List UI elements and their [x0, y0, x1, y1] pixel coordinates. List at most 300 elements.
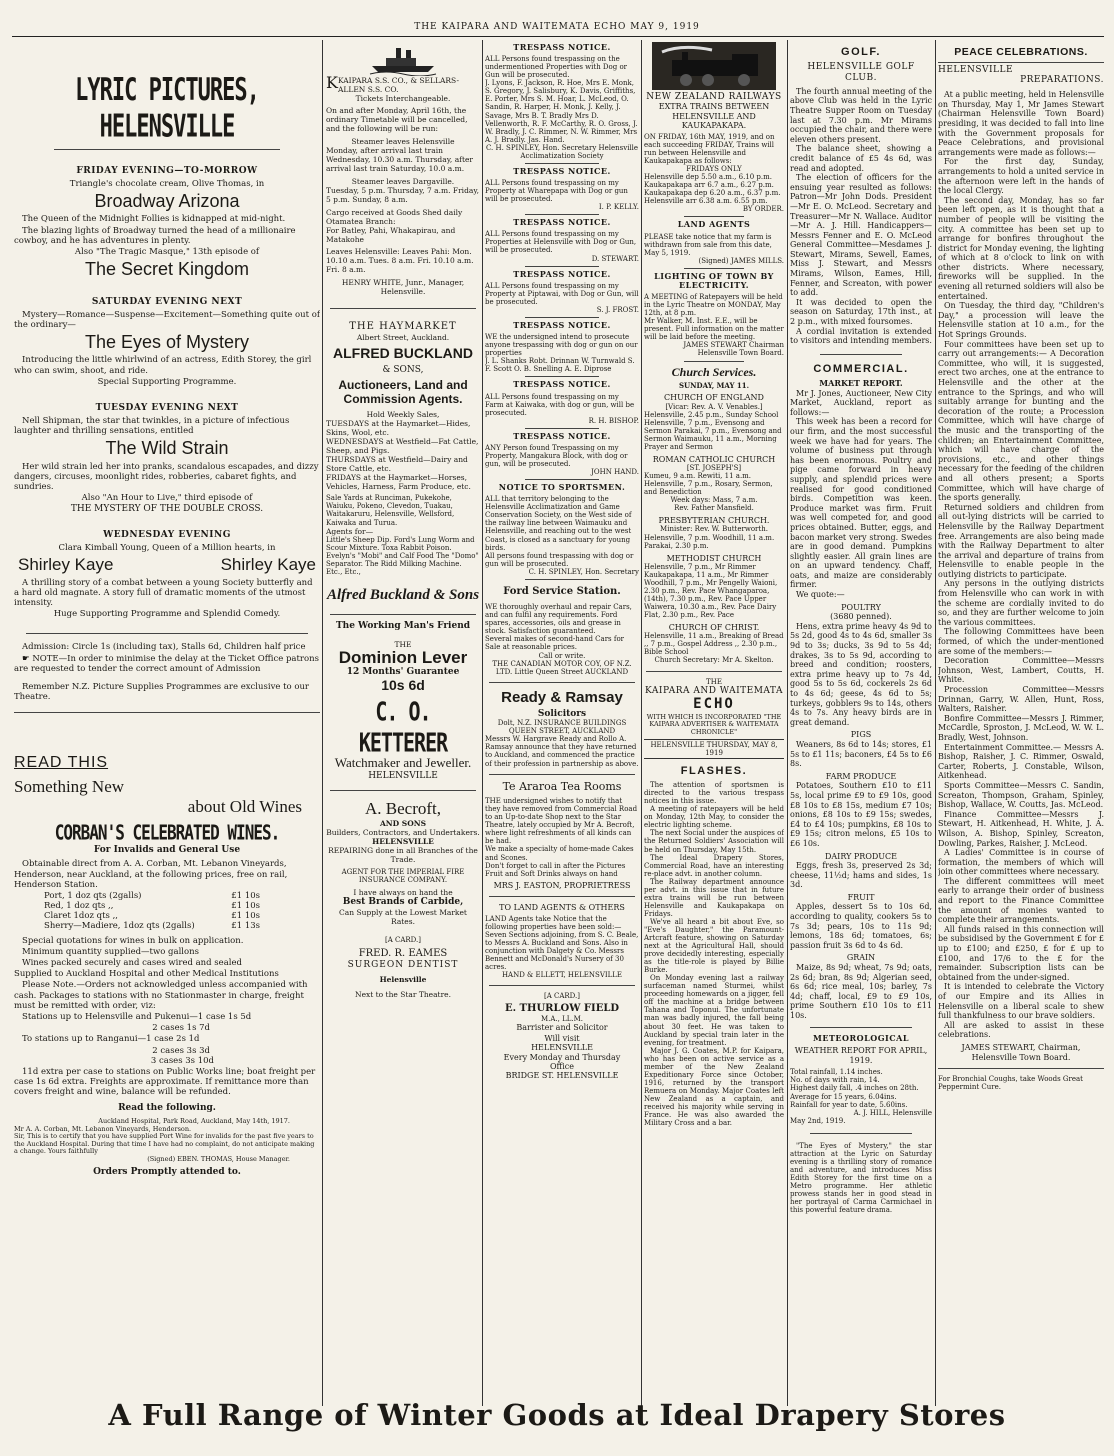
stations-2c: 3 cases 3s 10d: [150, 1055, 214, 1066]
trespass-2: ALL Persons found trespassing on my Property at Wharepapa with Dog or gun will be prosecuted.: [485, 178, 628, 204]
peace-para: Any persons in the outlying districts from Helensville who can work in with the scheme are cordially invited to do so, and they are further welcome to join the various committees.: [938, 579, 1104, 627]
watchmaker: Watchmaker and Jeweller.: [334, 755, 472, 771]
land-agents-heading: TO LAND AGENTS & OTHERS: [499, 902, 625, 912]
peace-para: The different committees will meet early to arrange their order of business and report to the Finance Committee the amount of monies wanted to complete their arrangements.: [938, 876, 1104, 925]
presby-heading: PRESBYTERIAN CHURCH.: [658, 516, 770, 526]
eyes-of-mystery-note: "The Eyes of Mystery," the star attraction at the Lyric on Saturday evening is a thrilling story of romance and adventure, and introduces Miss Edith Storey for the first time on a Metro programme. Her athletic prowess stands her in good stead in her portrayal of Carma Carmichael in this powerful feature drama.: [790, 1141, 932, 1215]
flash-item: Major J. G. Coates, M.P. for Kaipara, who has been on active service as a member of the New Zealand Expeditionary Force since October, 1916, returned by the transport Remuera on Monday. Major Coates left New Zealand as a captain, and received his majority while serving in France. He was also awarded the Military Cross and a bar.: [644, 1046, 784, 1128]
stations-2: To stations up to Ranganui—1 case 2s 1d: [22, 1034, 200, 1045]
price-row: [14, 921, 320, 931]
dominion-lever: Dominion Lever: [338, 647, 468, 667]
corban-title: CORBAN'S CELEBRATED WINES.: [54, 820, 280, 846]
ketterer: C. O. KETTERER: [358, 696, 448, 759]
invalids: For Invalids and General Use: [93, 844, 241, 855]
ford-heading: Ford Service Station.: [503, 585, 621, 597]
divider: [525, 317, 599, 318]
tuesday-film: The Wild Strain: [105, 438, 229, 459]
becroft-town: HELENSVILLE: [372, 837, 434, 847]
fruit-body: Apples, dessert 5s to 10s 6d, according to quality, cookers 5s to 7s 3d; pears, 10s to 11s 9d; lemons, 18s 6d; tomatoes, 6s; passion fruit 3s 6d to 4s 6d.: [790, 902, 932, 950]
peace-heading: PEACE CELEBRATIONS.: [954, 46, 1088, 58]
araroa-body: THE undersigned wishes to notify that they have removed from Commercial Road to an Up-to-date Shop next to the Star Theatre, lately occupied by Mr A. Becroft, where light refreshments of all kinds can be had.: [485, 797, 638, 846]
land-agents-body: PLEASE take notice that my farm is withdrawn from sale from this date, May 5, 1919.: [644, 232, 772, 257]
sale-weds: WEDNESDAYS at Westfield—Fat Cattle, Sheep, and Pigs.: [326, 437, 479, 456]
solicitors: Solicitors: [537, 708, 587, 719]
eames: FRED. R. EAMES: [358, 948, 448, 960]
trespass-5-names: J. L. Shanks Robt. Drinnan W. Turnwald S. F. Scott O. B. Snelling A. E. Diprose: [485, 357, 635, 374]
read-this-heading: READ THIS: [14, 754, 109, 772]
christ-times: Helensville, 11 a.m., Breaking of Bread ,, 7 p.m., Gospel Address ,, 2.30 p.m., Bible School: [644, 632, 784, 657]
land-agents-sign: (Signed) JAMES MILLS.: [698, 256, 784, 265]
column-rule: [641, 40, 642, 1406]
fire-insurance: AGENT FOR THE IMPERIAL FIRE INSURANCE COMPANY.: [341, 868, 465, 885]
commercial-heading: COMMERCIAL.: [813, 362, 909, 375]
price-value: £1 10s: [231, 911, 260, 922]
golf-para: The balance sheet, showing a credit balance of £5 4s 6d, was read and adopted.: [790, 144, 932, 173]
weather-line: Rainfall for year to date, 5.60ins.: [790, 1100, 908, 1109]
tuesday-serial: THE MYSTERY OF THE DOUBLE CROSS.: [70, 503, 264, 514]
price-item: Sherry—Madiere, 1doz qts (2galls): [44, 921, 195, 932]
carbide-intro: I have always on hand the: [353, 888, 453, 898]
tuesday-desc: Her wild strain led her into pranks, scandalous escapades, and dizzy dangers, circuses, moonlight rides, robberies, cabaret fights, and sundries.: [14, 461, 319, 493]
about-old-wines: about Old Wines: [187, 796, 302, 816]
ready-body: Messrs W. Hargrave Ready and Rollo A. Ramsay announce that they have returned to Auckland, and commenced the practice of their profession in partnership as above.: [485, 735, 639, 768]
divider: [525, 479, 599, 480]
sportsmen-body: ALL that territory belonging to the Helensville Acclimatization and Game Conservation Society, on the West side of the railway line between Waimauku and Helensville, and reaching out to the west Coast, is closed as a sanctuary for young birds.: [485, 495, 632, 552]
flash-item: On Monday evening last a railway surfaceman named Sturmei, whilst proceeding homewards on a jigger, fell off the machine at a bridge between Tahana and Toponui. The unfortunate man was badly injured, the fall being about 30 feet. He was taken to Auckland by special train later in the evening, for treatment.: [644, 974, 784, 1047]
railways-heading: NEW ZEALAND RAILWAYS: [646, 92, 782, 102]
peace-para: At a public meeting, held in Helensville on Thursday, May 1, Mr James Stewart (Chairman Helensville Town Board) presiding, it was decided to fall into line with the Government proposals for Peace Celebrations, and provisional arrangements were made as follows:—: [938, 90, 1104, 157]
flashes: [644, 781, 784, 1127]
divider: [525, 428, 599, 429]
trespass-4-sign: S. J. FROST.: [596, 305, 639, 314]
presby-times: Helensville, 7 p.m. Woodhill, 11 a.m. Parakai, 2.30 p.m.: [644, 533, 775, 550]
farm-body: Potatoes, Southern £10 to £11 5s, local prime £9 to £9 10s, good £8 10s to £8 15s, medium £7 10s; onions, £8 10s to £9 15s; swedes, £4 to £4 10s; pumpkins, £8 10s to £9 15s; citron melons, £5 10s to £6 10s.: [790, 781, 932, 848]
saturday-film: The Eyes of Mystery: [84, 331, 250, 352]
peace-para: On Tuesday, the third day, "Children's Day," a procession will leave the Helensville station at 10 a.m., for the Hot Springs Grounds.: [938, 301, 1104, 340]
farm-heading: FARM PRODUCE: [825, 771, 897, 781]
dairy-body: Eggs, fresh 3s, preserved 2s 3d; cheese, 11½d; hams and sides, 1s 3d.: [790, 861, 932, 890]
tuesday-intro: Nell Shipman, the star that twinkles, in a picture of infectious laughter and thrilling sensations, entitled: [14, 415, 290, 437]
flash-item: The Ideal Drapery Stores, Commercial Road, have an interesting re-place advt. in another column.: [644, 853, 784, 878]
christ-secretary: Church Secretary: Mr A. Skelton.: [654, 656, 774, 665]
tuesday-heading: TUESDAY EVENING NEXT: [95, 403, 239, 414]
extra-trains: EXTRA TRAINS BETWEEN HELENSVILLE AND KAUKAPAKAPA.: [658, 102, 770, 130]
rc-heading: ROMAN CATHOLIC CHURCH: [652, 454, 776, 464]
golf-para: The election of officers for the ensuing year resulted as follows: Patron—Mr John Dods. President—Mr E. O. McLeod. Secretary and Treasurer—Mr N. Wallace. Auditor—Mr A. J. Hill. Handicappers—Messrs Fenner and E. O. McLeod General Committee—Mesdames J. Stewart, Mirams, Sewell, Eames, Miss J. Stewart, and Messrs Mirams, Wilson, Eames, Hill, Fenner, and Screaton, with power to add.: [790, 173, 932, 298]
letter-address: Auckland Hospital, Park Road, Auckland, May 14th, 1917.: [98, 1117, 290, 1126]
peace-para: It is intended to celebrate the Victory of our Empire and its Allies in Helensville on a liberal scale to shew full thankfulness to our brave soldiers.: [938, 982, 1104, 1021]
stations-2b: 2 cases 3s 3d: [152, 1045, 210, 1056]
wednesday-programme: Huge Supporting Programme and Splendid Comedy.: [53, 609, 281, 620]
pointing-hand-icon: ☛: [22, 653, 33, 664]
weather-line: No. of days with rain, 14.: [790, 1076, 880, 1085]
divider: [525, 214, 599, 215]
peace-para: The second day, Monday, has so far been left open, as it is thought that a number of people will be visiting the city. A committee has been set up to arrange for bonfires throughout the district for Monday evening, the lighting of which at 8 o'clock to link on with other districts. Where necessary, fireworks will be supplied. In the evening all returned soldiers will also be entertained.: [938, 195, 1104, 301]
packed: Wines packed securely and cases wired and sealed: [22, 958, 242, 969]
golf-report: [790, 87, 932, 346]
wednesday-film-right: Shirley Kaye: [220, 555, 316, 575]
wednesday-film-row: [18, 555, 316, 575]
field-town: HELENSVILLE: [531, 1043, 593, 1053]
cargo: Cargo received at Goods Shed daily Otamatea Branch:: [326, 208, 463, 226]
lever-price: 10s 6d: [381, 677, 425, 694]
steamship-icon: [368, 42, 438, 76]
araroa-heading: Te Araroa Tea Rooms: [502, 779, 622, 793]
price-list: [14, 891, 320, 932]
friday-desc: The blazing lights of Broadway turned the head of a millionaire cowboy, and he has adventures in plenty.: [14, 225, 296, 246]
agents-for: Agents for—: [326, 526, 374, 536]
masthead: THE KAIPARA AND WAITEMATA ECHO MAY 9, 1919: [414, 22, 700, 32]
column-rule: [787, 40, 788, 1406]
by-order: BY ORDER.: [742, 205, 784, 214]
flashes-heading: FLASHES.: [680, 765, 748, 778]
price-value: £1 10s: [231, 890, 260, 901]
weather-line: Highest daily fall, .4 inches on 28th.: [790, 1084, 919, 1093]
poultry-body: Hens, extra prime heavy 4s 9d to 5s 2d, good 4s to 4s 6d, smaller 3s 9d to 3s; ducks, 3s 9d to 5s 4d; drakes, 3s to 5s 9d, according to breed and condition; roosters, extra prime heavy up to 7s 4d, good 5s to 5s 6d, cockerels 2s 6d to 4s 6d; geese, 4s 6d to 5s; turkeys, gobblers 9s to 14s, others 4s to 7s. Any heavy birds are in great demand.: [790, 621, 932, 727]
weather-line: Average for 15 years, 6.04ins.: [790, 1092, 897, 1101]
price-value: £1 10s: [231, 901, 260, 912]
tuesday-also: Also "An Hour to Live," third episode of: [81, 493, 253, 504]
grain-heading: GRAIN: [846, 953, 876, 963]
trespass-7-sign: JOHN HAND.: [591, 468, 639, 477]
admission: Admission: Circle 1s (including tax), Stalls 6d, Children half price: [22, 642, 306, 653]
repairing: REPAIRING done in all Branches of the Trade.: [328, 846, 478, 865]
trespass-2-sign: I. P. KELLY.: [598, 203, 639, 212]
lyric-pictures-ad: [14, 40, 320, 1406]
rc-times: Kumeu, 9 a.m. Rewiti, 11 a.m. Helensville, 7 p.m., Rosary, Sermon, and Benediction: [644, 472, 773, 497]
the-label: THE: [706, 677, 722, 686]
barrister: Barrister and Solicitor: [516, 1023, 608, 1032]
trespass-6: ALL Persons found trespassing on my Farm at Kaiwaka, with dog or gun, will be prosecuted.: [485, 392, 635, 417]
trespass-1: ALL Persons found trespassing on the undermentioned Properties with Dog or Gun will be prosecuted.: [485, 55, 628, 80]
trespass-heading: TRESPASS NOTICE.: [513, 165, 611, 176]
rail-body: ON FRIDAY, 16th MAY, 1919, and on each succeeding FRIDAY, Trains will run between Helensville and Kaukapakapa as follows:: [644, 132, 775, 166]
monday-notice: On and after Monday, April 16th, the ordinary Timetable will be cancelled, and the following will be run:: [326, 106, 468, 133]
pigs-heading: PIGS: [850, 730, 872, 740]
sportsmen-heading: NOTICE TO SPORTSMEN.: [498, 482, 626, 493]
coe-vicar: [Vicar: Rev. A. V. Venables.]: [665, 402, 763, 411]
peace-para: A Ladies' Committee is in course of formation, the members of which will join other committees where necessary.: [938, 848, 1104, 877]
top-rule: [12, 36, 1104, 37]
golf-club: HELENSVILLE GOLF CLUB.: [807, 62, 915, 83]
column-2: [326, 40, 480, 1406]
carbide: Best Brands of Carbide,: [342, 897, 464, 908]
rail-times: Helensville dep 5.50 a.m., 6.10 p.m. Kaukapakapa arr 6.7 a.m., 6.27 p.m. Kaukapakapa dep 6.20 a.m., 6.37 p.m. Helensville arr 6.38 a.m. 6.55 p.m.: [644, 173, 781, 206]
flash-item: A meeting of ratepayers will be held on Monday, 12th May, to consider the electric lighting scheme.: [644, 805, 784, 830]
divider: [646, 671, 782, 672]
ketterer-town: HELENSVILLE: [368, 771, 438, 782]
flash-item: The attention of sportsmen is directed to the various trespass notices in this issue.: [644, 781, 784, 806]
peace-para: All funds raised in this connection will be subsidised by the Government £ for £ up to £100; and £250, £ for £ up to £100, and 17/6 to the £ for the remainder. Subscription lists can be obtained from the under-signed.: [938, 924, 1104, 982]
column-rule: [322, 40, 323, 1406]
sale-fris: FRIDAYS at the Haymarket—Horses, Vehicles, Harness, Farm Produce, etc.: [326, 473, 471, 492]
office: Office: [549, 1061, 574, 1071]
note-text: NOTE—In order to minimise the delay at the Ticket Office patrons are requested to tender the correct amount of Admission: [14, 653, 319, 674]
peace-para: Procession Committee—Messrs Drinnan, Garry, W. Allen, Hunt, Ross, Walters, Raisher.: [938, 685, 1104, 714]
column-5: [790, 40, 932, 1406]
stations-1: Stations up to Helensville and Pukenui—1 case 1s 5d: [22, 1011, 252, 1022]
trespass-7: ANY Person found Trespassing on my Property, Mangakura Block, with dog or gun, will be prosecuted.: [485, 443, 628, 468]
market-report: MARKET REPORT.: [819, 378, 903, 388]
ready-ramsay: Ready & Ramsay: [501, 688, 623, 706]
trespass-heading: TRESPASS NOTICE.: [513, 430, 611, 441]
peace-town: HELENSVILLE: [938, 64, 1014, 75]
dairy-heading: DAIRY PRODUCE: [824, 851, 898, 861]
becroft: A. Becroft,: [364, 798, 441, 818]
working-mans-friend: The Working Man's Friend: [335, 620, 471, 631]
supplied: Supplied to Auckland Hospital and other Medical Institutions: [14, 969, 279, 980]
divider: [330, 308, 476, 309]
divider: [330, 614, 476, 615]
sportsmen-sign: C. H. SPINLEY, Hon. Secretary: [528, 567, 639, 576]
footer-banner: A Full Range of Winter Goods at Ideal Drapery Stores: [108, 1398, 1006, 1432]
friday-heading: FRIDAY EVENING—TO-MORROW: [76, 165, 258, 176]
meth-heading: METHODIST CHURCH: [666, 553, 762, 563]
read-following: Read the following.: [118, 1103, 216, 1114]
obtainable: Obtainable direct from A. A. Corban, Mt. Lebanon Vineyards, Henderson, near Auckland, at the following prices, free on rail, Henderson Station.: [14, 859, 288, 890]
saturday-heading: SATURDAY EVENING NEXT: [91, 296, 243, 307]
lighting-sign: JAMES STEWART Chairman Helensville Town Board.: [683, 341, 784, 358]
next-to-star: Next to the Star Theatre.: [355, 989, 451, 999]
becroft-sons: AND SONS: [379, 819, 426, 829]
peace-para: Decoration Committee—Messrs Johnson, West, Lambert, Coutts, H. White.: [938, 656, 1104, 685]
fridays-only: FRIDAYS ONLY: [686, 165, 742, 174]
card-label: [A CARD.]: [384, 936, 421, 945]
trespass-heading: TRESPASS NOTICE.: [513, 379, 611, 390]
card-label: [A CARD.]: [543, 992, 580, 1001]
saturday-programme: Special Supporting Programme.: [97, 376, 237, 387]
ford-call: Call or write.: [538, 651, 586, 660]
weather-line: Total rainfall, 1.14 inches.: [790, 1068, 883, 1077]
surgeon-dentist: SURGEON DENTIST: [347, 960, 459, 971]
wednesday-film-left: Shirley Kaye: [18, 555, 114, 575]
stations-1b: 2 cases 1s 7d: [152, 1023, 210, 1034]
friday-serial: The Secret Kingdom: [84, 259, 250, 280]
divider: [684, 361, 744, 362]
bridge-st: BRIDGE ST. HELENSVILLE: [505, 1070, 619, 1080]
divider: [938, 1068, 1104, 1069]
trespass-3: ALL Persons found trespassing on my Properties at Helensville with Dog or Gun, will be prosecuted.: [485, 230, 637, 255]
carbide-out: Can Supply at the Lowest Market Rates.: [339, 908, 467, 927]
column-4: [644, 40, 784, 1406]
special: Special quotations for wines in bulk on application.: [22, 935, 244, 946]
henry-white: HENRY WHITE, Junr., Manager, Helensville.: [341, 278, 465, 296]
flash-item: The next Social under the auspices of the Returned Soldiers' Association will be held on Thursday, May 15th.: [644, 829, 784, 854]
note: [14, 654, 320, 674]
kaipara-co: [326, 73, 480, 94]
letter-signature: (Signed) EBEN. THOMAS, House Manager.: [147, 1154, 290, 1163]
coe-heading: CHURCH OF ENGLAND: [664, 393, 764, 403]
batley: For Batley, Pahi, Whakapirau, and Matakohe: [326, 226, 456, 244]
fruit-heading: FRUIT: [847, 892, 875, 902]
sale-thurs: THURSDAYS at Westfield—Dairy and Store Cattle, etc.: [326, 455, 468, 474]
buckland-script-logo: Alfred Buckland & Sons: [326, 586, 480, 603]
peace-para: Entertainment Committee.— Messrs A. Bishop, Raisher, J. C. Rimmer, Oswald, Carter, Roberts, J. Constable, Wilson, Aitkenhead.: [938, 742, 1104, 781]
land-agents-heading: LAND AGENTS: [677, 219, 751, 230]
divider: [489, 774, 635, 775]
ford-sale: Several makes of second-hand Cars for Sale at reasonable prices.: [485, 635, 625, 652]
and-sons: & SONS,: [382, 364, 424, 375]
times-dargaville: Tuesday, 5 p.m. Thursday, 7 a.m. Friday, 5 p.m. Sunday, 8 a.m.: [326, 186, 479, 204]
trespass-6-sign: R. H. BISHOP.: [588, 416, 639, 425]
saturday-desc: Introducing the little whirlwind of an actress, Edith Storey, the girl who can swim, shoot, and ride.: [14, 355, 312, 376]
price-item: Claret 1doz qts ,,: [44, 911, 118, 922]
trespass-1-sign: C. H. SPINLEY, Hon. Secretary Helensville Acclimatization Society: [485, 143, 639, 160]
divider: [489, 896, 635, 897]
wednesday-heading: WEDNESDAY EVENING: [103, 530, 231, 541]
trespass-heading: TRESPASS NOTICE.: [513, 42, 611, 52]
peace-report: [938, 90, 1104, 1040]
eames-town: Helensville: [379, 974, 427, 984]
divider: [525, 266, 599, 267]
sale-yards: Sale Yards at Runciman, Pukekohe, Waiuku, Pokeno, Clevedon, Tuakau, Waitakaruru, Helensville, Wellsford, Kaiwaka and Turua.: [326, 494, 455, 527]
column-rule: [482, 40, 483, 1406]
peace-para: The following Committees have been formed, of which the under-mentioned are some of the members:—: [938, 627, 1104, 656]
price-item: Port, 1 doz qts (2galls): [44, 890, 142, 901]
price-row: [14, 911, 320, 921]
something-new: Something New: [14, 776, 125, 796]
trespass-heading: TRESPASS NOTICE.: [513, 217, 611, 228]
sportsmen-body-2: All persons found trespassing with dog or gun will be prosecuted.: [485, 551, 634, 568]
price-row: [14, 901, 320, 911]
divider: [810, 1027, 912, 1028]
coe-times: Helensville, 2.45 p.m., Sunday School Helensville, 7 p.m., Evensong and Sermon Parakai, 7 p.m., Evensong and Sermon Waimauku, 11 a.m., Morning Prayer and Sermon: [644, 410, 782, 451]
wednesday-intro: Clara Kimball Young, Queen of a Million hearts, in: [58, 543, 276, 554]
meth-times: Helensville, 7 p.m., Mr Rimmer Kaukapakapa, 11 a.m., Mr Rimmer Woodhill, 7 p.m., Mr Pengelly Waioni, 2.30 p.m., Rev. Pace Whangaparoa, (14th), 7.30 p.m., Rev. Pace Upper Waiwera, 10.30 a.m., Rev. Pace Dairy Flat, 2.30 p.m., Rev. Pace: [644, 562, 778, 620]
golf-heading: GOLF.: [841, 46, 881, 58]
friday-desc: The Queen of the Midnight Follies is kidnapped at mid-night.: [22, 214, 286, 225]
friday-intro: Triangle's chocolate cream, Olive Thomas, in: [69, 178, 265, 189]
weather-report: WEATHER REPORT FOR APRIL, 1919.: [794, 1046, 928, 1065]
divider: [330, 790, 476, 791]
orders-promptly: Orders Promptly attended to.: [93, 1167, 241, 1178]
peace-para: Finance Committee—Messrs J. Stewart, H. Aitkenhead, H. White, J. A. Wilson, A. Bishop, Spinley, Screaton, Dowling, Parkes, Raisher, J. McLeod.: [938, 809, 1104, 848]
ford-sign: THE CANADIAN MOTOR COY, OF N.Z. LTD. Little Queen Street AUCKLAND: [492, 659, 632, 676]
locomotive-icon: [652, 42, 776, 90]
weather-date: May 2nd, 1919.: [790, 1116, 846, 1125]
meteo-heading: METEOROLOGICAL: [813, 1032, 909, 1043]
divider: [525, 163, 599, 164]
extra-freight: 11d extra per case to stations on Public Works line; boat freight per case 1s 6d extra. Freights are approximate. If remittance more than covers freight and wine, balance will be refunded.: [14, 1066, 316, 1098]
divider: [684, 268, 744, 269]
weather-stats: [790, 1068, 932, 1124]
trespass-heading: TRESPASS NOTICE.: [513, 268, 611, 279]
market-quote: We quote:—: [796, 590, 845, 600]
peace-preparations: PREPARATIONS.: [1020, 75, 1104, 86]
divider: [684, 216, 744, 217]
rc-father: Rev. Father Mansfield.: [674, 504, 754, 513]
trespass-5: WE the undersigned intend to prosecute anyone trespassing with dog or gun on our properties: [485, 333, 638, 358]
price-row: [14, 891, 320, 901]
will-visit: Will visit: [544, 1034, 580, 1044]
lighting-body-2: Mr Walker, M. Inst. E.E., will be present. Full information on the matter will be laid before the meeting.: [644, 317, 784, 342]
divider: [810, 1133, 912, 1134]
albert-st: Albert Street, Auckland.: [356, 333, 450, 342]
buckland: ALFRED BUCKLAND: [333, 345, 473, 361]
please-note: Please Note.—Orders not acknowledged unless accompanied with cash. Packages to stations with no Stationmaster in charge, freight must be remitted with order, viz:: [14, 980, 308, 1011]
leaves-times: Leaves Helensville: Leaves Pahi: Mon. 10.10 a.m. Tues. 8 a.m. Fri. 10.10 a.m. Fri. 8 a.m.: [326, 247, 474, 274]
column-6: [938, 40, 1104, 1406]
bronchial-ad: For Bronchial Coughs, take Woods Great Peppermint Cure.: [938, 1075, 1083, 1092]
land-agents-body: LAND Agents take Notice that the following properties have been sold:— Seven Sections adjoining, from S. C. Beale, to Messrs A. Buckland and Sons. Also in conjunction with Dalgety & Co. Messrs Bennett and McDonald's Nursery of 30 acres.: [485, 915, 639, 972]
agent-list: Little's Sheep Dip. Ford's Lung Worm and Scour Mixture. Toxa Rabbit Poison. Evelyn's "Mobi" and Calf Food The "Domo" Separator. The Ridd Milking Machine. Etc., Etc.,: [326, 535, 479, 576]
kae-name: KAIPARA AND WAITEMATA: [645, 685, 783, 696]
poultry-heading: POULTRY: [841, 602, 881, 612]
letter-to: Mr A. A. Corban, Mt. Lebanon Vineyards, Henderson.: [14, 1124, 192, 1133]
sale-tues: TUESDAYS at the Haymarket—Hides, Skins, Wool, etc.: [326, 419, 471, 438]
easton: MRS J. EASTON, PROPRIETRESS: [493, 880, 631, 890]
haymarket: THE HAYMARKET: [349, 321, 457, 332]
remember: Remember N.Z. Picture Supplies Programmes are exclusive to our Theatre.: [14, 682, 309, 703]
echo-title: ECHO: [693, 695, 735, 712]
lighting-heading: LIGHTING OF TOWN BY ELECTRICITY.: [654, 270, 774, 290]
golf-para: The fourth annual meeting of the above Club was held in the Lyric Theatre Supper Room on Tuesday last at 7.30 p.m. Mr Mirams occupied the chair, and there were eleven others present.: [790, 86, 932, 144]
column-rule: [935, 40, 936, 1406]
christ-heading: CHURCH OF CHRIST.: [668, 623, 760, 633]
incorporated: WITH WHICH IS INCORPORATED "THE KAIPARA ADVERTISER & WAITEMATA CHRONICLE": [646, 712, 782, 736]
leaves-helensville: Steamer leaves Helensville: [351, 137, 455, 146]
wednesday-desc: A thrilling story of a combat between a young Society butterfly and a hard old magnate. A story full of dramatic moments of the utmost intensity.: [14, 577, 313, 609]
trespass-heading: TRESPASS NOTICE.: [513, 319, 611, 330]
leaves-dargaville: Steamer leaves Dargaville.: [351, 177, 455, 186]
letter-body: Sir, This is to certify that you have supplied Port Wine for invalids for the past five years to the Auckland Hospital. During that time I have had no complaint, do not anticipate making a change. Yours faithfully: [14, 1132, 315, 1156]
peace-para: For the first day, Sunday, arrangements to hold a united service in the afternoon were left in the hands of the local Clergy.: [938, 157, 1104, 196]
lyric-title: LYRIC PICTURES, HELENSVILLE: [75, 73, 259, 146]
golf-para: A cordial invitation is extended to visitors and intending members.: [790, 326, 932, 346]
flash-item: We've all heard a bit about Eve, so "Eve's Daughter," the Paramount-Artcraft feature, showing on Saturday next at the Agricultural Hall, should prove decidedly interesting, especially as the title-role is played by Billie Burke.: [644, 917, 784, 975]
friday-film: Broadway Arizona: [94, 190, 240, 211]
trespass-1-names: J. Lyons, F. Jackson, R. Hoe, Mrs E. Monk, S. Gregory, J. Salisbury, K. Davis, Griffiths, E. Porter, Mrs S. M. Hoar, L. McLeod, O. Sandin, R. Harper, H. Monk, J. Kelly, J. Savage, Mrs B. T. Bradly Mrs D. Vellenworth, R. F. McCarthy, R. O. Gross, J. W. Bradly, J. C. Rimmer, N. W. Rimmer, Mrs A. J. Bradly. Jas. Hand.: [485, 79, 638, 144]
saturday-intro: Mystery—Romance—Suspense—Excitement—Something quite out of the ordinary—: [14, 309, 320, 330]
drop-cap-icon: K: [326, 73, 338, 92]
peace-para: Returned soldiers and children from all out-lying districts will be carried to Helensville by the Railway Department free. Arrangements are also being made with the Railway Department to alter the arrival and departure of trains from Helensville to enable people in the outlying districts to participate.: [938, 502, 1104, 579]
presby-minister: Minister: Rev. W. Butterworth.: [660, 525, 768, 534]
divider: [489, 682, 635, 683]
divider: [938, 62, 1104, 63]
friday-also: Also "The Tragic Masque," 13th episode of: [74, 246, 260, 257]
insurance-buildings: Dolt, N.Z. INSURANCE BUILDINGS QUEEN STREET, AUCKLAND: [497, 719, 627, 736]
pigs-body: Weaners, 8s 6d to 14s; stores, £1 5s to £1 11s; baconers, £4 5s to £6 8s.: [790, 739, 932, 769]
divider: [525, 376, 599, 377]
weather-sign: A. J. HILL, Helensville: [853, 1108, 932, 1117]
araroa-body-2: We make a specialty of home-made Cakes and Scones.: [485, 845, 634, 862]
kaipara-intro: KAIPARA S.S. CO., & SELLARS-ALLEN S.S. CO.: [337, 76, 459, 94]
divider: [525, 579, 599, 580]
rc-st-joseph: [ST. JOSEPH'S]: [686, 464, 742, 472]
divider: [489, 985, 635, 986]
peace-para: Sports Committee—Messrs C. Sandin, Screaton, Thompson, Graham, Spinley, Bishop, Wallace, W. Coutts, Jas. McLeod.: [938, 780, 1104, 810]
the-label: THE: [394, 639, 412, 649]
peace-para: All are asked to assist in these celebrations.: [938, 1020, 1104, 1040]
field-degrees: M.A., LL.M.: [540, 1014, 584, 1023]
price-item: Red, 1 doz qts ,,: [44, 901, 114, 912]
rc-weekdays: Week days: Mass, 7 a.m.: [670, 496, 758, 505]
sunday-date: SUNDAY, MAY 11.: [678, 381, 750, 391]
column-3: [485, 40, 639, 1406]
flash-item: The Railway department announce per advt. in this issue that in future extra trains will be run between Helensville and Kaukapakapa on Fridays.: [644, 877, 784, 918]
hand-ellett: HAND & ELLETT, HELENSVILLE: [501, 971, 623, 980]
builders: Builders, Contractors, and Undertakers.: [326, 828, 480, 838]
divider: [820, 354, 902, 355]
lighting-body: A MEETING of Ratepayers will be held in the Lyric Theatre on MONDAY, May 12th, at 8 p.m.: [644, 293, 783, 318]
weekly-sales: Hold Weekly Sales,: [366, 410, 440, 420]
price-value: £1 13s: [231, 921, 260, 932]
thurlow-field: E. THURLOW FIELD: [504, 1003, 620, 1015]
minimum: Minimum quantity supplied—two gallons: [22, 946, 199, 957]
peace-sign: JAMES STEWART, Chairman, Helensville Town Board.: [961, 1042, 1081, 1062]
trespass-4: ALL Persons found trespassing on my Property at Piptawai, with Dog or Gun, will be prosecuted.: [485, 281, 639, 306]
market-text: [790, 389, 932, 600]
